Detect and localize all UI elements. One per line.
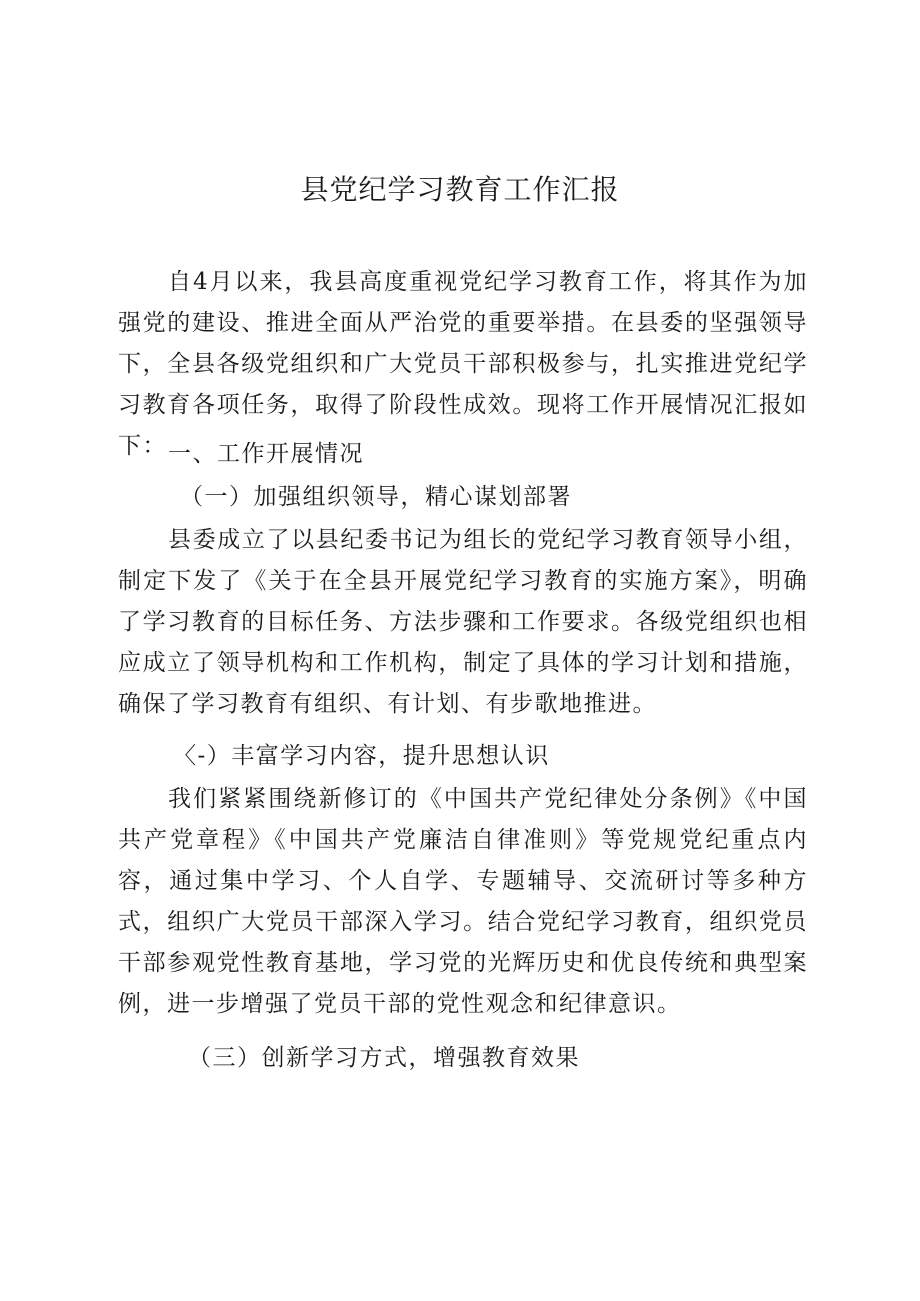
subsection-heading-3: （三）创新学习方式，增强教育效果 [188,1045,580,1071]
section-heading-1: 一、工作开展情况 [168,441,364,467]
paragraph-1: 县委成立了以县纪委书记为组长的党纪学习教育领导小组，制定下发了《关于在全县开展党纪学习教育的实施方案》，明确了学习教育的目标任务、方法步骤和工作要求。各级党组织也相应成立了领导机构和工作机构，制定了具体的学习计划和措施，确保了学习教育有组织、有计划、有步歌地推进。 [118,527,808,717]
subsection-heading-1: （一）加强组织领导，精心谋划部署 [180,484,572,510]
paragraph-2: 我们紧紧围绕新修订的《中国共产党纪律处分条例》《中国共产党章程》《中国共产党廉洁自律准则》等党规党纪重点内容，通过集中学习、个人自学、专题辅导、交流研讨等多种方式，组织广大党员干部深入学习。结合党纪学习教育，组织党员干部参观党性教育基地，学习党的光辉历史和优良传统和典型案例，进一步增强了党员干部的党性观念和纪律意识。 [118,786,808,1017]
intro-paragraph: 自4月以来，我县高度重视党纪学习教育工作，将其作为加强党的建设、推进全面从严治党的重要举措。在县委的坚强领导下，全县各级党组织和广大党员干部积极参与，扎实推进党纪学习教育各项任务，取得了阶段性成效。现将工作开展情况汇报如下： [118,269,808,459]
subsection-heading-2: 〈-）丰富学习内容，提升思想认识 [173,743,550,769]
document-title: 县党纪学习教育工作汇报 [300,173,620,206]
